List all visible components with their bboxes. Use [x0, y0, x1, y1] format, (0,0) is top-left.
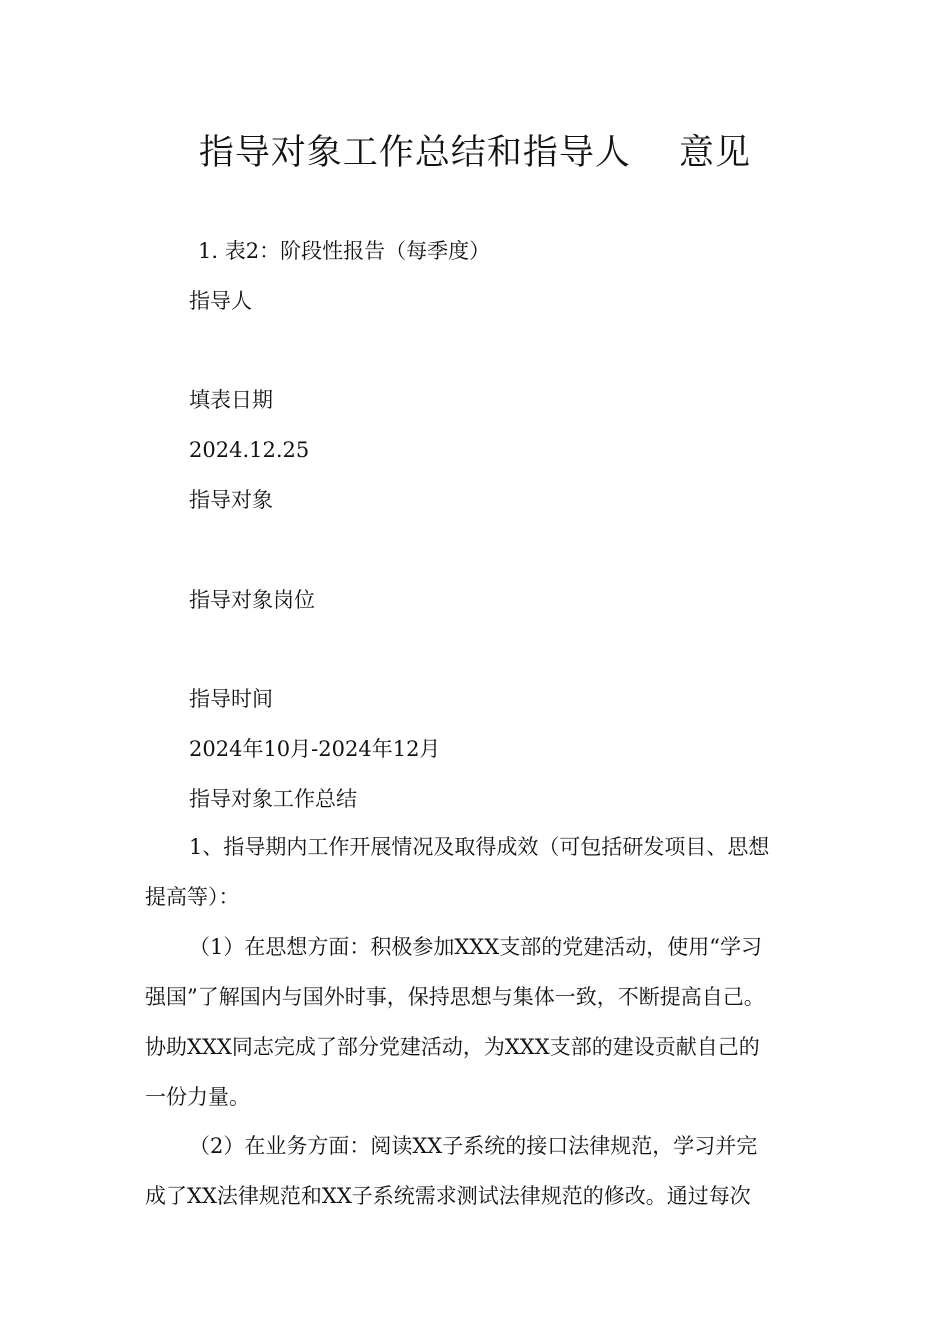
mentor-label: 指导人	[189, 289, 252, 313]
business-line-1: （2）在业务方面：阅读XX子系统的接口法律规范，学习并完	[189, 1134, 758, 1158]
work-summary-label: 指导对象工作总结	[189, 787, 357, 811]
fill-date-label: 填表日期	[189, 388, 273, 412]
thought-line-4: 一份力量。	[145, 1085, 250, 1109]
business-paragraph	[145, 1121, 815, 1221]
section-heading: 1. 表2：阶段性报告（每季度）	[198, 239, 491, 263]
thought-line-2: 强国”了解国内与国外时事，保持思想与集体一致，不断提高自己。	[145, 985, 765, 1009]
document-title: 指导对象工作总结和指导人 意见	[198, 133, 752, 173]
thought-line-3: 协助XXX同志完成了部分党建活动，为XXX支部的建设贡献自己的	[145, 1035, 760, 1059]
item1-line-2: 提高等）：	[145, 885, 240, 909]
item1-paragraph	[145, 822, 815, 922]
thought-paragraph	[145, 922, 815, 1122]
thought-line-1: （1）在思想方面：积极参加XXX支部的党建活动，使用“学习	[189, 935, 762, 959]
mentoring-period-value: 2024年10月-2024年12月	[189, 737, 441, 761]
mentee-position-label: 指导对象岗位	[189, 588, 315, 612]
mentoring-period-label: 指导时间	[189, 687, 273, 711]
item1-line-1: 1、指导期内工作开展情况及取得成效（可包括研发项目、思想	[189, 835, 770, 859]
fill-date-value: 2024.12.25	[189, 438, 310, 462]
business-line-2: 成了XX法律规范和XX子系统需求测试法律规范的修改。通过每次	[145, 1184, 751, 1208]
mentee-label: 指导对象	[189, 488, 273, 512]
